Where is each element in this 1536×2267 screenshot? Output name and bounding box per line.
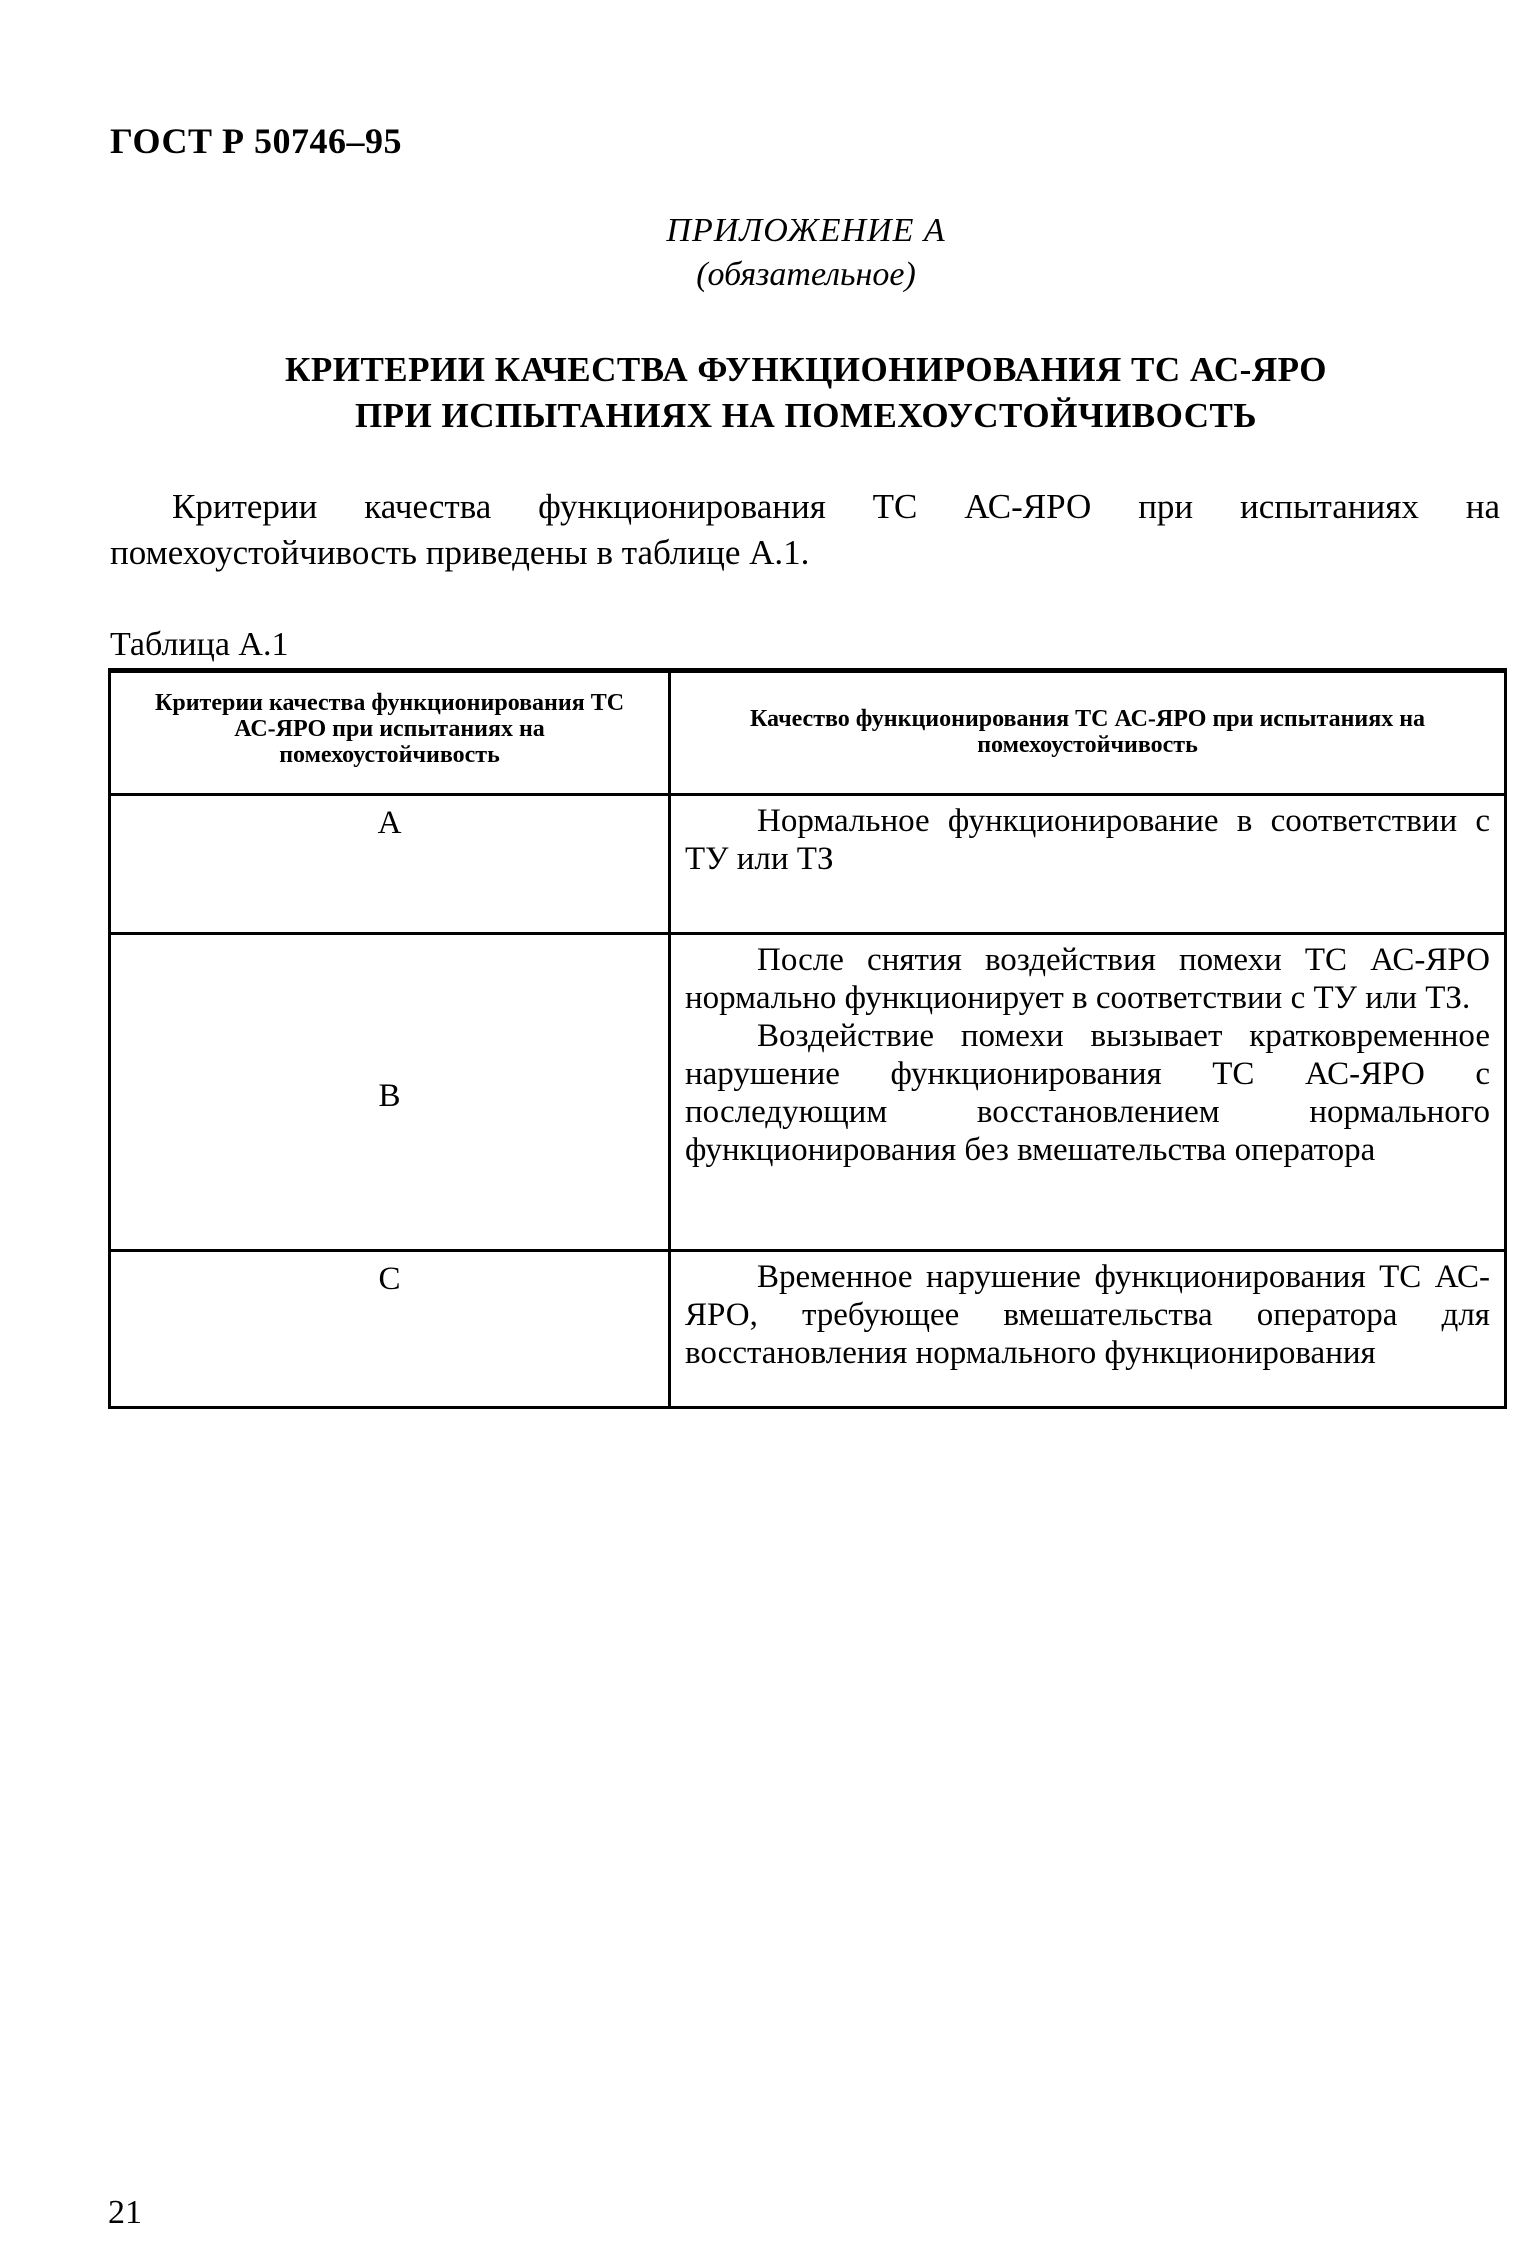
table-caption: Таблица А.1	[110, 626, 289, 663]
description-cell	[670, 934, 1506, 1251]
page-number: 21	[108, 2194, 142, 2231]
header-quality	[670, 671, 1506, 795]
description-paragraph: Временное нарушение функционирования ТС АС-ЯРО, требующее вмешательства оператора для восстановления нормального функционирования	[685, 1259, 1490, 1371]
criterion-cell: А	[110, 795, 670, 934]
table-header-row	[110, 671, 1506, 795]
document-code: ГОСТ Р 50746–95	[110, 121, 402, 161]
header-quality-text: Качество функционирования ТС АС-ЯРО при испытаниях на помехоустойчивость	[749, 706, 1426, 758]
table-row	[110, 795, 1506, 934]
description-cell	[670, 1251, 1506, 1408]
header-criteria-text: Критерии качества функционирования ТС АС-ЯРО при испытаниях на помехоустойчивость	[154, 690, 625, 768]
appendix-status: (обязательное)	[696, 256, 916, 293]
criteria-table	[108, 668, 1504, 1409]
description-cell	[670, 795, 1506, 934]
table-row	[110, 1251, 1506, 1408]
appendix-title: ПРИЛОЖЕНИЕ А	[666, 212, 946, 249]
section-heading-line-2: ПРИ ИСПЫТАНИЯХ НА ПОМЕХОУСТОЙЧИВОСТЬ	[354, 396, 1258, 435]
table-row	[110, 934, 1506, 1251]
description-paragraph: Воздействие помехи вызывает кратковременное нарушение функционирования ТС АС-ЯРО с последующим восстановлением нормального функционирования без вмешательства оператора	[685, 1018, 1490, 1168]
description-paragraph: После снятия воздействия помехи ТС АС-ЯРО нормально функционирует в соответствии с ТУ или ТЗ.	[685, 942, 1490, 1016]
intro-paragraph: Критерии качества функционирования ТС АС-ЯРО при испытаниях на помехоустойчивость приведены в таблице А.1.	[110, 487, 1500, 572]
criterion-cell: С	[110, 1251, 670, 1408]
criterion-cell: В	[110, 934, 670, 1251]
header-criteria	[110, 671, 670, 795]
description-paragraph: Нормальное функционирование в соответствии с ТУ или ТЗ	[685, 803, 1490, 877]
section-heading-line-1: КРИТЕРИИ КАЧЕСТВА ФУНКЦИОНИРОВАНИЯ ТС АС-ЯРО	[284, 350, 1327, 389]
